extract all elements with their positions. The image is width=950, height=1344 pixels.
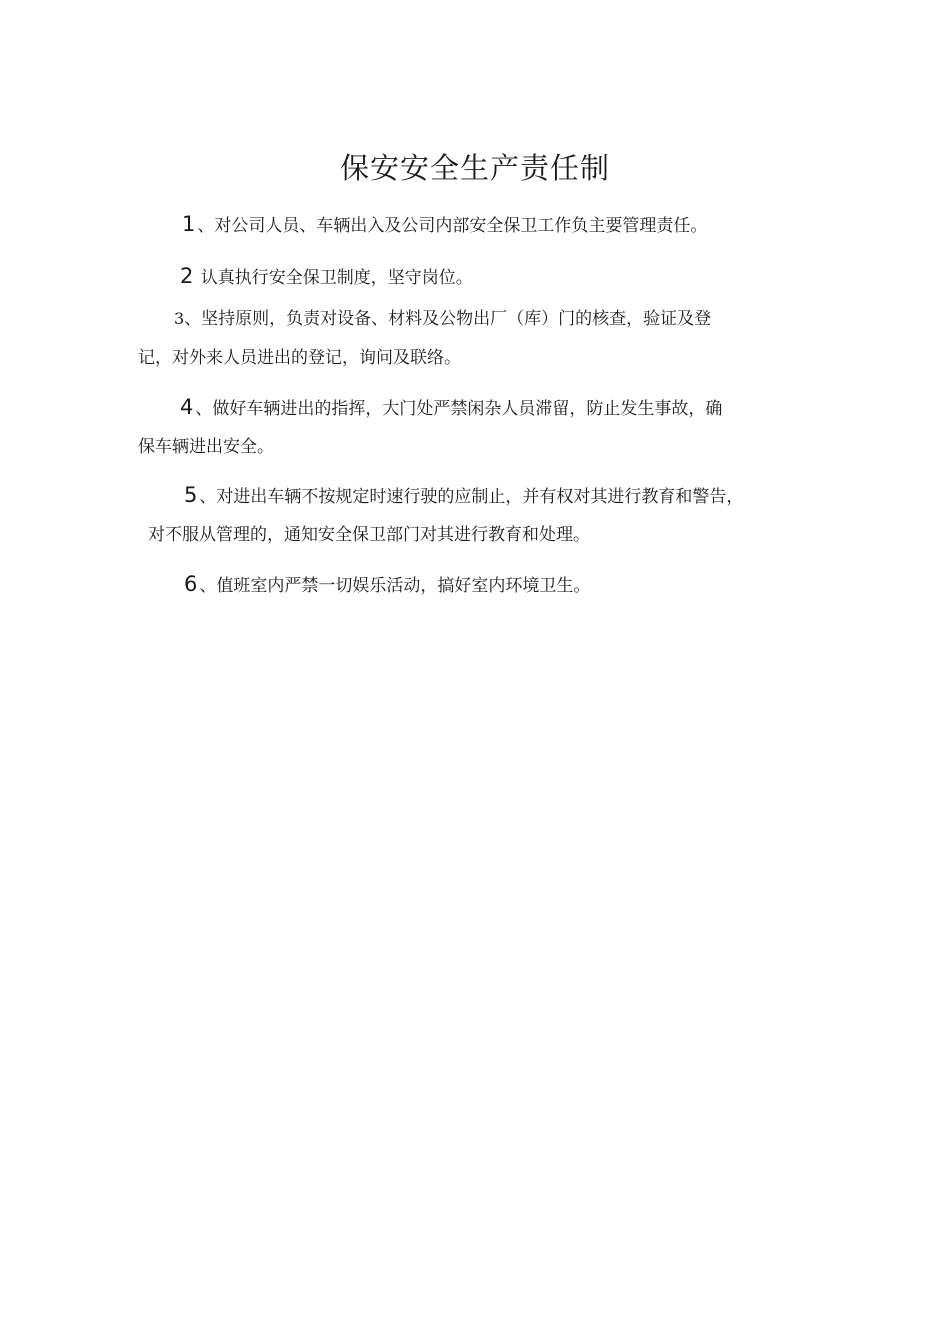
item-5-number: 5 xyxy=(184,483,198,507)
item-4-text-2: 保车辆进出安全。 xyxy=(138,437,274,457)
item-4-number: 4 xyxy=(180,395,194,419)
item-3-number: 3 xyxy=(174,309,185,328)
item-5-line-2 xyxy=(148,524,590,546)
item-3-text-2: 记，对外来人员进出的登记，询问及联络。 xyxy=(138,348,461,368)
item-6-number: 6 xyxy=(184,572,198,596)
item-3-line-2 xyxy=(138,347,461,369)
item-1-number: 1 xyxy=(182,212,196,236)
item-1-line-1 xyxy=(182,213,707,237)
item-3-text-1: 、坚持原则，负责对设备、材料及公物出厂（库）门的核查，验证及登 xyxy=(184,309,712,329)
item-2-text: 认真执行安全保卫制度，坚守岗位。 xyxy=(195,268,473,288)
item-4-line-1 xyxy=(180,396,722,420)
item-4-line-2 xyxy=(138,436,274,458)
item-5-text-2: 对不服从管理的，通知安全保卫部门对其进行教育和处理。 xyxy=(148,525,590,545)
item-4-text-1: 、做好车辆进出的指挥，大门处严禁闲杂人员滞留，防止发生事故，确 xyxy=(195,399,723,419)
item-6-text: 、值班室内严禁一切娱乐活动，搞好室内环境卫生。 xyxy=(199,576,591,596)
item-1-text: 、对公司人员、车辆出入及公司内部安全保卫工作负主要管理责任。 xyxy=(197,216,708,236)
item-6-line-1 xyxy=(184,573,590,597)
item-2-number: 2 xyxy=(180,264,194,288)
document-title: 保安安全生产责任制 xyxy=(339,151,610,185)
item-2-line-1 xyxy=(180,265,473,289)
item-3-line-1 xyxy=(174,308,711,330)
item-5-text-1: 、对进出车辆不按规定时速行驶的应制止，并有权对其进行教育和警告， xyxy=(199,487,744,507)
item-5-line-1 xyxy=(184,484,743,508)
